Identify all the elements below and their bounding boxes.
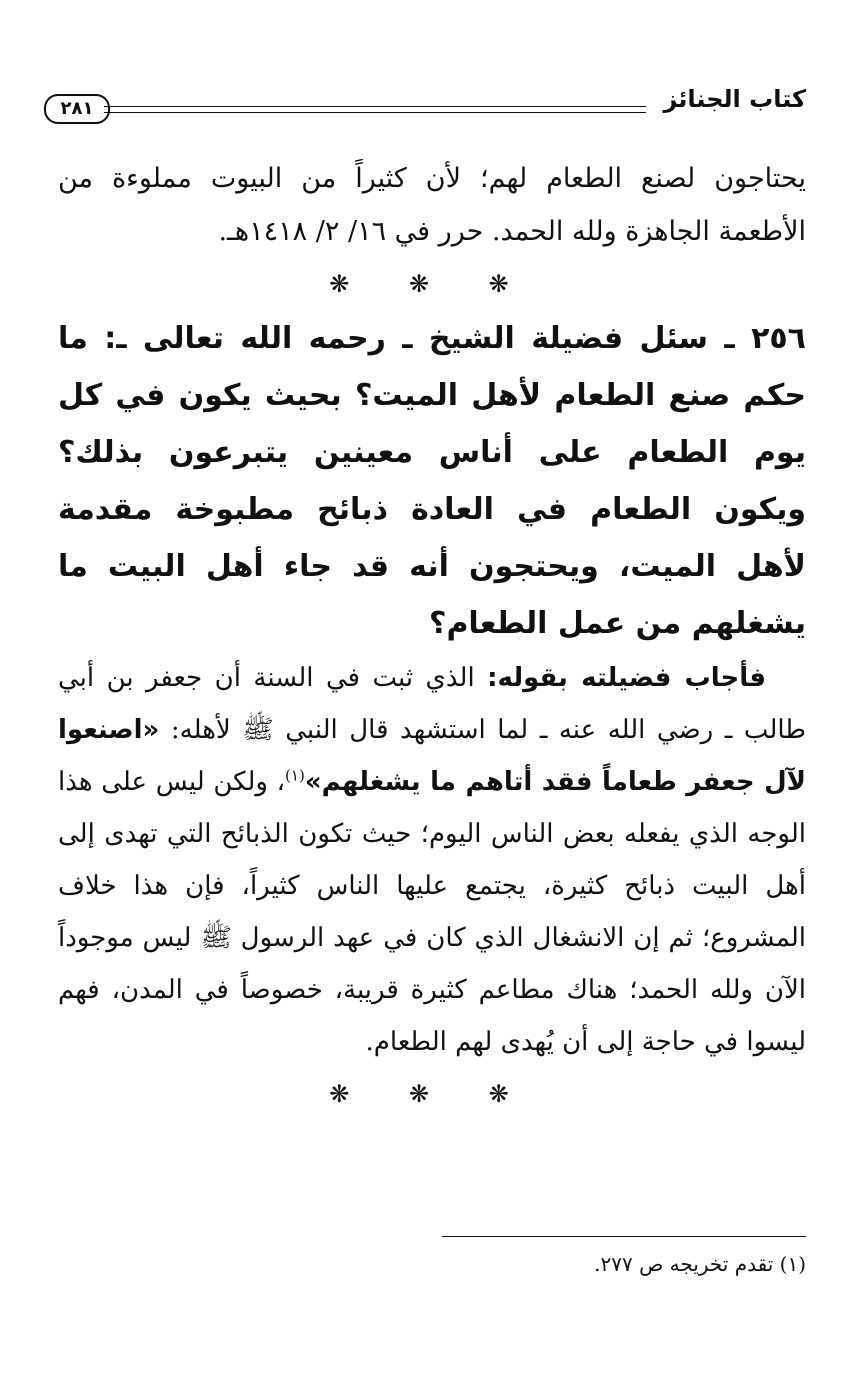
- footnote: (١) تقدم تخريجه ص ٢٧٧.: [594, 1252, 806, 1276]
- footnote-reference: (١): [285, 766, 305, 785]
- page-header: [44, 84, 806, 128]
- question-text: سئل فضيلة الشيخ ـ رحمه الله تعالى ـ: ما حكم صنع الطعام لأهل الميت؟ بحيث يكون في كل يوم الطعام على أناس معينين يتبرعون بذلك؟ ويكون الطعام في العادة ذبائح مطبوخة مقدمة لأهل الميت، ويحتجون أنه قد جاء أهل البيت ما يشغلهم من عمل الطعام؟: [58, 321, 806, 641]
- section-separator: ❋ ❋ ❋: [329, 270, 535, 298]
- page-body: [58, 152, 806, 1120]
- chapter-title: كتاب الجنائز: [663, 85, 806, 113]
- hadith-quote: «اصنعوا لآل جعفر طعاماً فقد أتاهم ما يشغلهم»: [58, 715, 806, 797]
- header-rule: [104, 106, 646, 113]
- question-paragraph: [58, 310, 806, 652]
- page-number: ٢٨١: [44, 94, 110, 124]
- question-number: ٢٥٦ ـ: [724, 321, 806, 356]
- answer-lead: فأجاب فضيلته بقوله:: [487, 663, 766, 693]
- section-separator-end: ❋ ❋ ❋: [329, 1080, 535, 1108]
- answer-text-1: الذي ثبت في السنة أن جعفر بن أبي طالب ـ رضي الله عنه ـ لما استشهد قال النبي ﷺ لأهله:: [58, 663, 806, 745]
- intro-paragraph: يحتاجون لصنع الطعام لهم؛ لأن كثيراً من البيوت مملوءة من الأطعمة الجاهزة ولله الحمد. حرر في ١٦/ ٢/ ١٤١٨هـ.: [58, 163, 806, 247]
- answer-paragraph: [58, 652, 806, 1068]
- answer-text-2: ، ولكن ليس على هذا الوجه الذي يفعله بعض الناس اليوم؛ حيث تكون الذبائح التي تهدى إلى أهل البيت ذبائح كثيرة، يجتمع عليها الناس كثيراً، فإن هذا خلاف المشروع؛ ثم إن الانشغال الذي كان في عهد الرسول ﷺ ليس موجوداً الآن ولله الحمد؛ هناك مطاعم كثيرة قريبة، خصوصاً في المدن، فهم ليسوا في حاجة إلى أن يُهدى لهم الطعام.: [58, 767, 806, 1057]
- footnote-rule: [442, 1236, 806, 1237]
